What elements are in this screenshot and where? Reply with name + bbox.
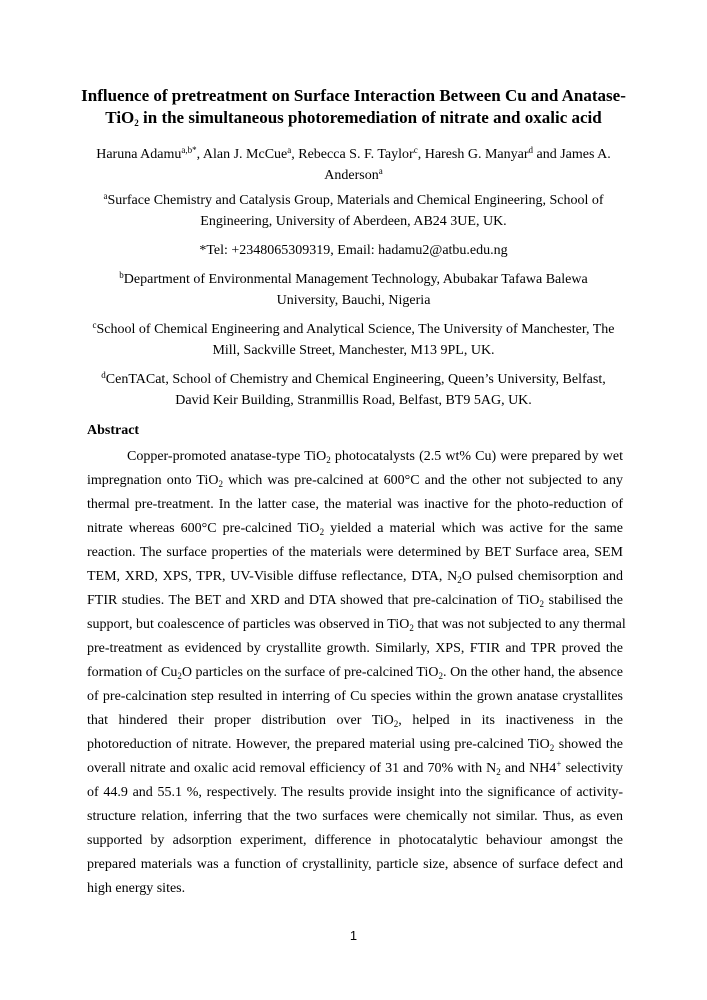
contact-info: *Tel: +2348065309319, Email: hadamu2@atbu.edu.ng [199, 243, 508, 258]
paper-title [60, 85, 647, 129]
abstract-line: supported by adsorption experiment, difference in photocatalytic behaviour amongst the [87, 833, 623, 848]
abstract-line: Copper-promoted anatase-type TiO$_2$ photocatalysts (2.5 wt% Cu) were prepared by wet [127, 449, 623, 465]
abstract-line: FTIR studies. The BET and XRD and DTA showed that pre-calcination of TiO$_2$ stabilised the [87, 593, 623, 609]
abstract-line: nitrate whereas 600°C pre-calcined TiO$_2$ yielded a material which was active for the same [87, 521, 623, 537]
page-number: 1 [349, 928, 358, 943]
abstract-line: TEM, XRD, XPS, TPR, UV-Visible diffuse reflectance, DTA, $N_2O$ pulsed chemisorption and [87, 569, 623, 585]
abstract-line: high energy sites. [87, 881, 186, 896]
abstract-line: overall nitrate and oxalic acid removal efficiency of 31 and 70% with $N_2$ and NH4+ selectivity [87, 759, 623, 777]
abstract-line: impregnation onto TiO$_2$ which was pre-calcined at 600°C and the other not subjected to any [87, 473, 623, 489]
abstract-line: that hindered their proper distribution over TiO$_2$, helped in its inactiveness in the [87, 713, 623, 729]
abstract-line: formation of $Cu_2O$ particles on the surface of pre-calcined TiO$_2$. On the other hand, the absence [87, 665, 623, 681]
title-line-2: TiO$_2$ in the simultaneous photoremediation of nitrate and oxalic acid [105, 108, 602, 128]
affiliation-b: $^b$Department of Environmental Management Technology, Abubakar Tafawa Balewa University, Bauchi, Nigeria [119, 270, 588, 308]
affiliation-d: $^d$CenTACat, School of Chemistry and Chemical Engineering, Queen’s University, Belfast, David Keir Building, Stranmillis Road, Belfast, BT9 5AG, UK. [101, 370, 606, 408]
abstract-line: prepared materials was a function of crystallinity, particle size, absence of surface defect and [87, 857, 623, 872]
abstract-line: thermal pre-treatment. In the latter case, the material was inactive for the photo-reduction of [87, 497, 623, 512]
abstract-heading: Abstract [87, 423, 140, 438]
affiliation-c: $^c$School of Chemical Engineering and Analytical Science, The University of Manchester, The Mill, Sackville Street, Manchester, M13 9PL, UK. [92, 320, 615, 358]
abstract-line: pre-treatment as evidenced by crystallite growth. Similarly, XPS, FTIR and TPR proved the [87, 641, 623, 656]
abstract-line: photoreduction of nitrate. However, the prepared material using pre-calcined TiO$_2$ showed the [87, 737, 623, 753]
abstract-line: reaction. The surface properties of the materials were determined by BET Surface area, SEM [87, 545, 623, 560]
abstract-line: support, but coalescence of particles was observed in TiO$_2$ that was not subjected to any thermal [87, 617, 626, 633]
title-line-1: Influence of pretreatment on Surface Interaction Between Cu and Anatase- [81, 86, 626, 105]
abstract-line: structure relation, inferring that the two surfaces were chemically not similar. Thus, as even [87, 809, 623, 824]
abstract-line: of pre-calcination step resulted in interring of Cu species within the grown anatase crystallites [87, 689, 623, 704]
author-list: Haruna Adamu$^{a,b*}$, Alan J. McCue$^a$, Rebecca S. F. Taylor$^c$, Haresh G. Manyar$^d$ and James A. Anderson$^a$ [96, 145, 611, 183]
abstract-body [87, 445, 626, 901]
abstract-line: of 44.9 and 55.1 %, respectively. The results provide insight into the significance of activity- [87, 785, 623, 800]
affiliation-a: $^a$Surface Chemistry and Catalysis Group, Materials and Chemical Engineering, School of Engineering, University of Aberdeen, AB24 3UE, UK. [103, 191, 604, 229]
